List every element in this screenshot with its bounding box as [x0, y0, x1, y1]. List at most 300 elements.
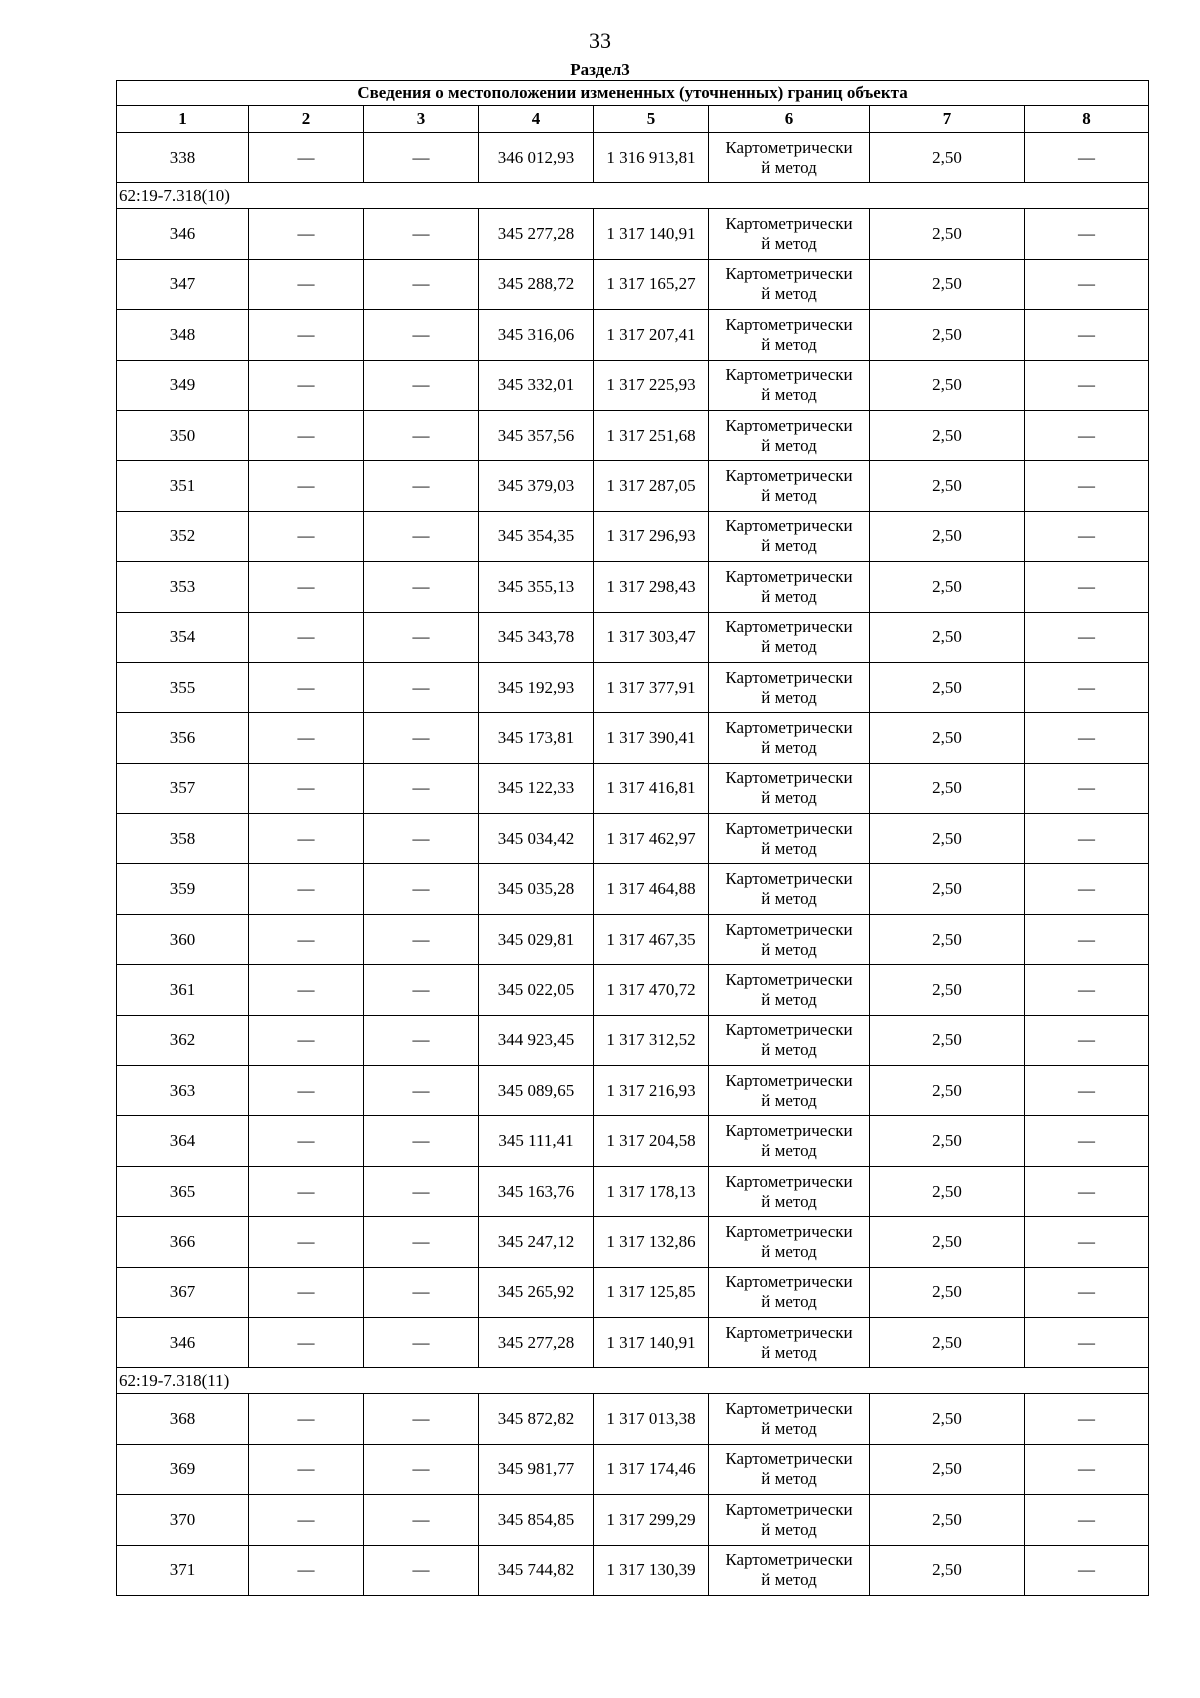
point-number-cell: 360: [117, 914, 249, 964]
method-line-1: Картометрически: [725, 1171, 853, 1191]
y-coordinate-cell: 1 316 913,81: [594, 133, 709, 183]
method-line-1: Картометрически: [725, 1550, 853, 1570]
method-cell: [709, 461, 870, 511]
y-coordinate-cell: 1 317 470,72: [594, 965, 709, 1015]
point-number-cell: 354: [117, 612, 249, 662]
x-coordinate-cell: 345 354,35: [479, 511, 594, 561]
accuracy-cell: 2,50: [870, 965, 1025, 1015]
method-line-1: Картометрически: [725, 1322, 853, 1342]
cadastral-group-label: 62:19-7.318(10): [117, 183, 1149, 209]
x-coordinate-cell: 345 277,28: [479, 209, 594, 259]
method-line-1: Картометрически: [725, 1221, 853, 1241]
column-3-cell: —: [364, 1015, 479, 1065]
method-line-2: й метод: [761, 1141, 817, 1161]
y-coordinate-cell: 1 317 298,43: [594, 562, 709, 612]
y-coordinate-cell: 1 317 467,35: [594, 914, 709, 964]
column-3-cell: —: [364, 1166, 479, 1216]
method-cell: [709, 864, 870, 914]
x-coordinate-cell: 345 355,13: [479, 562, 594, 612]
column-2-cell: —: [249, 713, 364, 763]
x-coordinate-cell: 345 173,81: [479, 713, 594, 763]
method-line-2: й метод: [761, 334, 817, 354]
point-number-cell: 371: [117, 1545, 249, 1595]
method-line-2: й метод: [761, 284, 817, 304]
section-title: Раздел3: [570, 60, 630, 79]
x-coordinate-cell: 345 981,77: [479, 1444, 594, 1494]
method-line-1: Картометрически: [725, 869, 853, 889]
column-3-cell: —: [364, 914, 479, 964]
point-number-cell: 361: [117, 965, 249, 1015]
method-line-2: й метод: [761, 1292, 817, 1312]
table-row: [117, 511, 1149, 561]
column-8-cell: —: [1025, 1444, 1149, 1494]
method-cell: [709, 410, 870, 460]
x-coordinate-cell: 345 192,93: [479, 662, 594, 712]
x-coordinate-cell: 345 357,56: [479, 410, 594, 460]
method-line-2: й метод: [761, 435, 817, 455]
table-row: [117, 864, 1149, 914]
column-8-cell: —: [1025, 814, 1149, 864]
x-coordinate-cell: 345 247,12: [479, 1217, 594, 1267]
x-coordinate-cell: 345 089,65: [479, 1066, 594, 1116]
point-number-cell: 348: [117, 310, 249, 360]
accuracy-cell: 2,50: [870, 461, 1025, 511]
accuracy-cell: 2,50: [870, 562, 1025, 612]
column-8-cell: —: [1025, 259, 1149, 309]
accuracy-cell: 2,50: [870, 814, 1025, 864]
method-cell: [709, 511, 870, 561]
point-number-cell: 367: [117, 1267, 249, 1317]
x-coordinate-cell: 345 111,41: [479, 1116, 594, 1166]
point-number-cell: 358: [117, 814, 249, 864]
column-8-cell: —: [1025, 310, 1149, 360]
method-cell: [709, 1444, 870, 1494]
column-2-cell: —: [249, 1066, 364, 1116]
table-row: [117, 1267, 1149, 1317]
accuracy-cell: 2,50: [870, 310, 1025, 360]
method-line-2: й метод: [761, 1342, 817, 1362]
column-8-cell: —: [1025, 1394, 1149, 1444]
column-header: 4: [479, 106, 594, 133]
y-coordinate-cell: 1 317 462,97: [594, 814, 709, 864]
method-line-1: Картометрически: [725, 1121, 853, 1141]
column-3-cell: —: [364, 562, 479, 612]
table-row: [117, 1015, 1149, 1065]
method-line-2: й метод: [761, 385, 817, 405]
method-line-2: й метод: [761, 1040, 817, 1060]
method-line-1: Картометрически: [725, 1449, 853, 1469]
point-number-cell: 353: [117, 562, 249, 612]
column-2-cell: —: [249, 1545, 364, 1595]
table-row: [117, 209, 1149, 259]
column-8-cell: —: [1025, 410, 1149, 460]
column-2-cell: —: [249, 1394, 364, 1444]
method-line-2: й метод: [761, 1469, 817, 1489]
table-row: [117, 1444, 1149, 1494]
x-coordinate-cell: 345 288,72: [479, 259, 594, 309]
accuracy-cell: 2,50: [870, 763, 1025, 813]
method-line-2: й метод: [761, 157, 817, 177]
accuracy-cell: 2,50: [870, 612, 1025, 662]
column-3-cell: —: [364, 360, 479, 410]
y-coordinate-cell: 1 317 140,91: [594, 209, 709, 259]
method-line-2: й метод: [761, 687, 817, 707]
accuracy-cell: 2,50: [870, 1545, 1025, 1595]
table-row: [117, 612, 1149, 662]
column-2-cell: —: [249, 814, 364, 864]
point-number-cell: 347: [117, 259, 249, 309]
table-row: [117, 461, 1149, 511]
x-coordinate-cell: 345 265,92: [479, 1267, 594, 1317]
accuracy-cell: 2,50: [870, 1066, 1025, 1116]
method-cell: [709, 763, 870, 813]
table-body: [117, 133, 1149, 1596]
point-number-cell: 364: [117, 1116, 249, 1166]
x-coordinate-cell: 345 379,03: [479, 461, 594, 511]
point-number-cell: 369: [117, 1444, 249, 1494]
method-line-1: Картометрически: [725, 1399, 853, 1419]
column-2-cell: —: [249, 461, 364, 511]
method-line-1: Картометрически: [725, 214, 853, 234]
accuracy-cell: 2,50: [870, 914, 1025, 964]
column-8-cell: —: [1025, 1495, 1149, 1545]
column-3-cell: —: [364, 1116, 479, 1166]
method-line-2: й метод: [761, 939, 817, 959]
column-2-cell: —: [249, 209, 364, 259]
method-cell: [709, 310, 870, 360]
column-8-cell: —: [1025, 360, 1149, 410]
method-line-1: Картометрически: [725, 415, 853, 435]
method-cell: [709, 1317, 870, 1367]
column-3-cell: —: [364, 662, 479, 712]
method-cell: [709, 259, 870, 309]
column-8-cell: —: [1025, 662, 1149, 712]
method-line-1: Картометрически: [725, 365, 853, 385]
accuracy-cell: 2,50: [870, 1217, 1025, 1267]
point-number-cell: 349: [117, 360, 249, 410]
column-3-cell: —: [364, 1317, 479, 1367]
accuracy-cell: 2,50: [870, 713, 1025, 763]
column-3-cell: —: [364, 1444, 479, 1494]
point-number-cell: 359: [117, 864, 249, 914]
accuracy-cell: 2,50: [870, 360, 1025, 410]
column-2-cell: —: [249, 662, 364, 712]
x-coordinate-cell: 345 744,82: [479, 1545, 594, 1595]
accuracy-cell: 2,50: [870, 511, 1025, 561]
x-coordinate-cell: 345 872,82: [479, 1394, 594, 1444]
method-line-1: Картометрически: [725, 667, 853, 687]
column-2-cell: —: [249, 864, 364, 914]
accuracy-cell: 2,50: [870, 1317, 1025, 1367]
column-8-cell: —: [1025, 562, 1149, 612]
method-cell: [709, 965, 870, 1015]
method-cell: [709, 1217, 870, 1267]
method-line-2: й метод: [761, 486, 817, 506]
y-coordinate-cell: 1 317 464,88: [594, 864, 709, 914]
x-coordinate-cell: 345 332,01: [479, 360, 594, 410]
column-header: 1: [117, 106, 249, 133]
column-2-cell: —: [249, 511, 364, 561]
column-8-cell: —: [1025, 914, 1149, 964]
column-header-row: [117, 106, 1149, 133]
column-2-cell: —: [249, 914, 364, 964]
column-3-cell: —: [364, 310, 479, 360]
column-3-cell: —: [364, 1495, 479, 1545]
y-coordinate-cell: 1 317 303,47: [594, 612, 709, 662]
table-row: [117, 259, 1149, 309]
point-number-cell: 368: [117, 1394, 249, 1444]
y-coordinate-cell: 1 317 251,68: [594, 410, 709, 460]
method-cell: [709, 1066, 870, 1116]
y-coordinate-cell: 1 317 377,91: [594, 662, 709, 712]
page-number: 33: [589, 28, 611, 53]
method-line-2: й метод: [761, 737, 817, 757]
accuracy-cell: 2,50: [870, 1394, 1025, 1444]
method-line-1: Картометрически: [725, 1272, 853, 1292]
column-3-cell: —: [364, 410, 479, 460]
y-coordinate-cell: 1 317 225,93: [594, 360, 709, 410]
table-row: [117, 1166, 1149, 1216]
table-row: [117, 713, 1149, 763]
y-coordinate-cell: 1 317 132,86: [594, 1217, 709, 1267]
point-number-cell: 346: [117, 209, 249, 259]
y-coordinate-cell: 1 317 390,41: [594, 713, 709, 763]
y-coordinate-cell: 1 317 130,39: [594, 1545, 709, 1595]
table-row: [117, 310, 1149, 360]
group-header-row: [117, 183, 1149, 209]
point-number-cell: 356: [117, 713, 249, 763]
x-coordinate-cell: 345 854,85: [479, 1495, 594, 1545]
table-row: [117, 133, 1149, 183]
method-line-2: й метод: [761, 1419, 817, 1439]
method-line-2: й метод: [761, 889, 817, 909]
x-coordinate-cell: 345 022,05: [479, 965, 594, 1015]
column-3-cell: —: [364, 209, 479, 259]
column-8-cell: —: [1025, 1015, 1149, 1065]
point-number-cell: 355: [117, 662, 249, 712]
table-row: [117, 662, 1149, 712]
point-number-cell: 362: [117, 1015, 249, 1065]
method-line-1: Картометрически: [725, 466, 853, 486]
column-2-cell: —: [249, 410, 364, 460]
column-8-cell: —: [1025, 511, 1149, 561]
method-cell: [709, 1495, 870, 1545]
table-row: [117, 1394, 1149, 1444]
method-line-2: й метод: [761, 1570, 817, 1590]
column-8-cell: —: [1025, 209, 1149, 259]
table-caption-row: [117, 81, 1149, 106]
method-line-1: Картометрически: [725, 717, 853, 737]
column-2-cell: —: [249, 1317, 364, 1367]
point-number-cell: 351: [117, 461, 249, 511]
column-8-cell: —: [1025, 1116, 1149, 1166]
method-line-1: Картометрически: [725, 516, 853, 536]
table-row: [117, 763, 1149, 813]
accuracy-cell: 2,50: [870, 1267, 1025, 1317]
method-line-1: Картометрически: [725, 566, 853, 586]
method-cell: [709, 1015, 870, 1065]
method-line-2: й метод: [761, 788, 817, 808]
method-line-1: Картометрически: [725, 1020, 853, 1040]
column-3-cell: —: [364, 814, 479, 864]
accuracy-cell: 2,50: [870, 1116, 1025, 1166]
column-8-cell: —: [1025, 1066, 1149, 1116]
column-2-cell: —: [249, 310, 364, 360]
y-coordinate-cell: 1 317 125,85: [594, 1267, 709, 1317]
x-coordinate-cell: 345 122,33: [479, 763, 594, 813]
point-number-cell: 338: [117, 133, 249, 183]
x-coordinate-cell: 345 277,28: [479, 1317, 594, 1367]
accuracy-cell: 2,50: [870, 1166, 1025, 1216]
x-coordinate-cell: 344 923,45: [479, 1015, 594, 1065]
method-line-1: Картометрически: [725, 137, 853, 157]
point-number-cell: 363: [117, 1066, 249, 1116]
column-header: 6: [709, 106, 870, 133]
method-line-2: й метод: [761, 637, 817, 657]
column-8-cell: —: [1025, 133, 1149, 183]
x-coordinate-cell: 345 343,78: [479, 612, 594, 662]
column-3-cell: —: [364, 965, 479, 1015]
cadastral-group-label: 62:19-7.318(11): [117, 1368, 1149, 1394]
method-cell: [709, 1545, 870, 1595]
y-coordinate-cell: 1 317 207,41: [594, 310, 709, 360]
table-row: [117, 562, 1149, 612]
table-row: [117, 814, 1149, 864]
table-row: [117, 360, 1149, 410]
column-2-cell: —: [249, 133, 364, 183]
table-row: [117, 1495, 1149, 1545]
column-3-cell: —: [364, 1394, 479, 1444]
column-3-cell: —: [364, 1217, 479, 1267]
method-line-1: Картометрически: [725, 818, 853, 838]
x-coordinate-cell: 346 012,93: [479, 133, 594, 183]
column-8-cell: —: [1025, 1217, 1149, 1267]
method-line-1: Картометрически: [725, 264, 853, 284]
column-header: 8: [1025, 106, 1149, 133]
method-line-2: й метод: [761, 1241, 817, 1261]
column-2-cell: —: [249, 1166, 364, 1216]
table-row: [117, 965, 1149, 1015]
y-coordinate-cell: 1 317 312,52: [594, 1015, 709, 1065]
column-2-cell: —: [249, 1015, 364, 1065]
column-2-cell: —: [249, 1267, 364, 1317]
table-row: [117, 914, 1149, 964]
column-2-cell: —: [249, 763, 364, 813]
point-number-cell: 350: [117, 410, 249, 460]
method-cell: [709, 662, 870, 712]
accuracy-cell: 2,50: [870, 209, 1025, 259]
table-row: [117, 1116, 1149, 1166]
method-cell: [709, 133, 870, 183]
y-coordinate-cell: 1 317 299,29: [594, 1495, 709, 1545]
point-number-cell: 346: [117, 1317, 249, 1367]
column-8-cell: —: [1025, 1317, 1149, 1367]
method-line-1: Картометрически: [725, 1499, 853, 1519]
column-2-cell: —: [249, 612, 364, 662]
method-cell: [709, 814, 870, 864]
column-3-cell: —: [364, 511, 479, 561]
column-8-cell: —: [1025, 965, 1149, 1015]
method-line-1: Картометрически: [725, 617, 853, 637]
method-cell: [709, 1166, 870, 1216]
method-line-1: Картометрически: [725, 1070, 853, 1090]
accuracy-cell: 2,50: [870, 259, 1025, 309]
column-header: 7: [870, 106, 1025, 133]
point-number-cell: 357: [117, 763, 249, 813]
method-cell: [709, 562, 870, 612]
method-line-2: й метод: [761, 234, 817, 254]
accuracy-cell: 2,50: [870, 1495, 1025, 1545]
column-8-cell: —: [1025, 713, 1149, 763]
y-coordinate-cell: 1 317 178,13: [594, 1166, 709, 1216]
point-number-cell: 352: [117, 511, 249, 561]
column-3-cell: —: [364, 713, 479, 763]
y-coordinate-cell: 1 317 204,58: [594, 1116, 709, 1166]
method-line-2: й метод: [761, 586, 817, 606]
column-3-cell: —: [364, 763, 479, 813]
method-line-2: й метод: [761, 1191, 817, 1211]
method-cell: [709, 612, 870, 662]
method-line-1: Картометрически: [725, 919, 853, 939]
column-8-cell: —: [1025, 864, 1149, 914]
y-coordinate-cell: 1 317 140,91: [594, 1317, 709, 1367]
table-row: [117, 1545, 1149, 1595]
column-8-cell: —: [1025, 612, 1149, 662]
x-coordinate-cell: 345 035,28: [479, 864, 594, 914]
column-3-cell: —: [364, 612, 479, 662]
accuracy-cell: 2,50: [870, 662, 1025, 712]
column-2-cell: —: [249, 1217, 364, 1267]
column-2-cell: —: [249, 1444, 364, 1494]
column-2-cell: —: [249, 965, 364, 1015]
column-3-cell: —: [364, 133, 479, 183]
method-line-2: й метод: [761, 536, 817, 556]
column-8-cell: —: [1025, 763, 1149, 813]
method-cell: [709, 914, 870, 964]
x-coordinate-cell: 345 316,06: [479, 310, 594, 360]
method-line-2: й метод: [761, 989, 817, 1009]
method-line-2: й метод: [761, 1090, 817, 1110]
y-coordinate-cell: 1 317 013,38: [594, 1394, 709, 1444]
method-cell: [709, 360, 870, 410]
column-8-cell: —: [1025, 1267, 1149, 1317]
accuracy-cell: 2,50: [870, 1015, 1025, 1065]
table-caption: Сведения о местоположении измененных (уточненных) границ объекта: [117, 81, 1149, 106]
method-line-2: й метод: [761, 838, 817, 858]
y-coordinate-cell: 1 317 296,93: [594, 511, 709, 561]
method-cell: [709, 713, 870, 763]
column-header: 3: [364, 106, 479, 133]
method-cell: [709, 1116, 870, 1166]
table-row: [117, 1066, 1149, 1116]
accuracy-cell: 2,50: [870, 1444, 1025, 1494]
group-header-row: [117, 1368, 1149, 1394]
point-number-cell: 370: [117, 1495, 249, 1545]
table-row: [117, 410, 1149, 460]
method-line-2: й метод: [761, 1519, 817, 1539]
point-number-cell: 365: [117, 1166, 249, 1216]
table-row: [117, 1217, 1149, 1267]
table-row: [117, 1317, 1149, 1367]
y-coordinate-cell: 1 317 216,93: [594, 1066, 709, 1116]
column-3-cell: —: [364, 259, 479, 309]
y-coordinate-cell: 1 317 165,27: [594, 259, 709, 309]
column-2-cell: —: [249, 1116, 364, 1166]
column-header: 2: [249, 106, 364, 133]
x-coordinate-cell: 345 034,42: [479, 814, 594, 864]
column-2-cell: —: [249, 1495, 364, 1545]
x-coordinate-cell: 345 029,81: [479, 914, 594, 964]
